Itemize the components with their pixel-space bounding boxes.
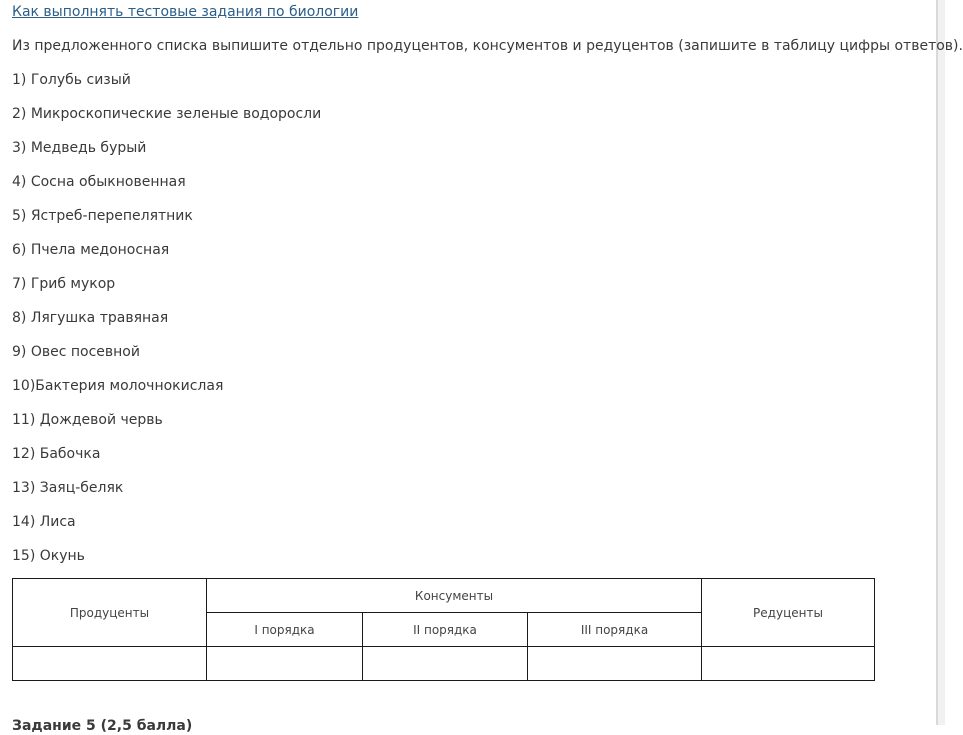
list-item: 13) Заяц-беляк: [12, 480, 124, 496]
answer-cell-order-1: [207, 647, 363, 681]
answer-table: [12, 578, 875, 681]
header-order-3: III порядка: [528, 613, 702, 647]
header-order-1: I порядка: [207, 613, 363, 647]
list-item: 9) Овес посевной: [12, 344, 140, 360]
biology-tests-link[interactable]: Как выполнять тестовые задания по биологии: [12, 4, 359, 20]
organism-list: [12, 71, 321, 581]
answer-cell-order-3: [528, 647, 702, 681]
answer-cell-order-2: [363, 647, 528, 681]
answer-cell-producers: [13, 647, 207, 681]
header-producers: Продуценты: [13, 579, 207, 647]
list-item: 14) Лиса: [12, 514, 76, 530]
list-item: 5) Ястреб-перепелятник: [12, 208, 193, 224]
list-item: 10)Бактерия молочнокислая: [12, 378, 224, 394]
list-item: 6) Пчела медоносная: [12, 242, 170, 258]
answer-cell-decomposers: [702, 647, 875, 681]
table-row: [13, 647, 875, 681]
table-header-row: [13, 579, 875, 613]
list-item: 11) Дождевой червь: [12, 412, 163, 428]
list-item: 3) Медведь бурый: [12, 140, 147, 156]
list-item: 12) Бабочка: [12, 446, 101, 462]
list-item: 2) Микроскопические зеленые водоросли: [12, 106, 322, 122]
header-order-2: II порядка: [363, 613, 528, 647]
task-instruction: Из предложенного списка выпишите отдельно продуцентов, консументов и редуцентов (запишите в таблицу цифры ответов).: [12, 38, 963, 54]
header-decomposers: Редуценты: [702, 579, 875, 647]
list-item: 8) Лягушка травяная: [12, 310, 169, 326]
list-item: 4) Сосна обыкновенная: [12, 174, 186, 190]
header-consumers: Консументы: [207, 579, 702, 613]
list-item: 7) Гриб мукор: [12, 276, 116, 292]
list-item: 1) Голубь сизый: [12, 72, 131, 88]
list-item: 15) Окунь: [12, 548, 85, 564]
next-task-heading: Задание 5 (2,5 балла): [12, 718, 193, 734]
page-shade: [938, 0, 945, 725]
